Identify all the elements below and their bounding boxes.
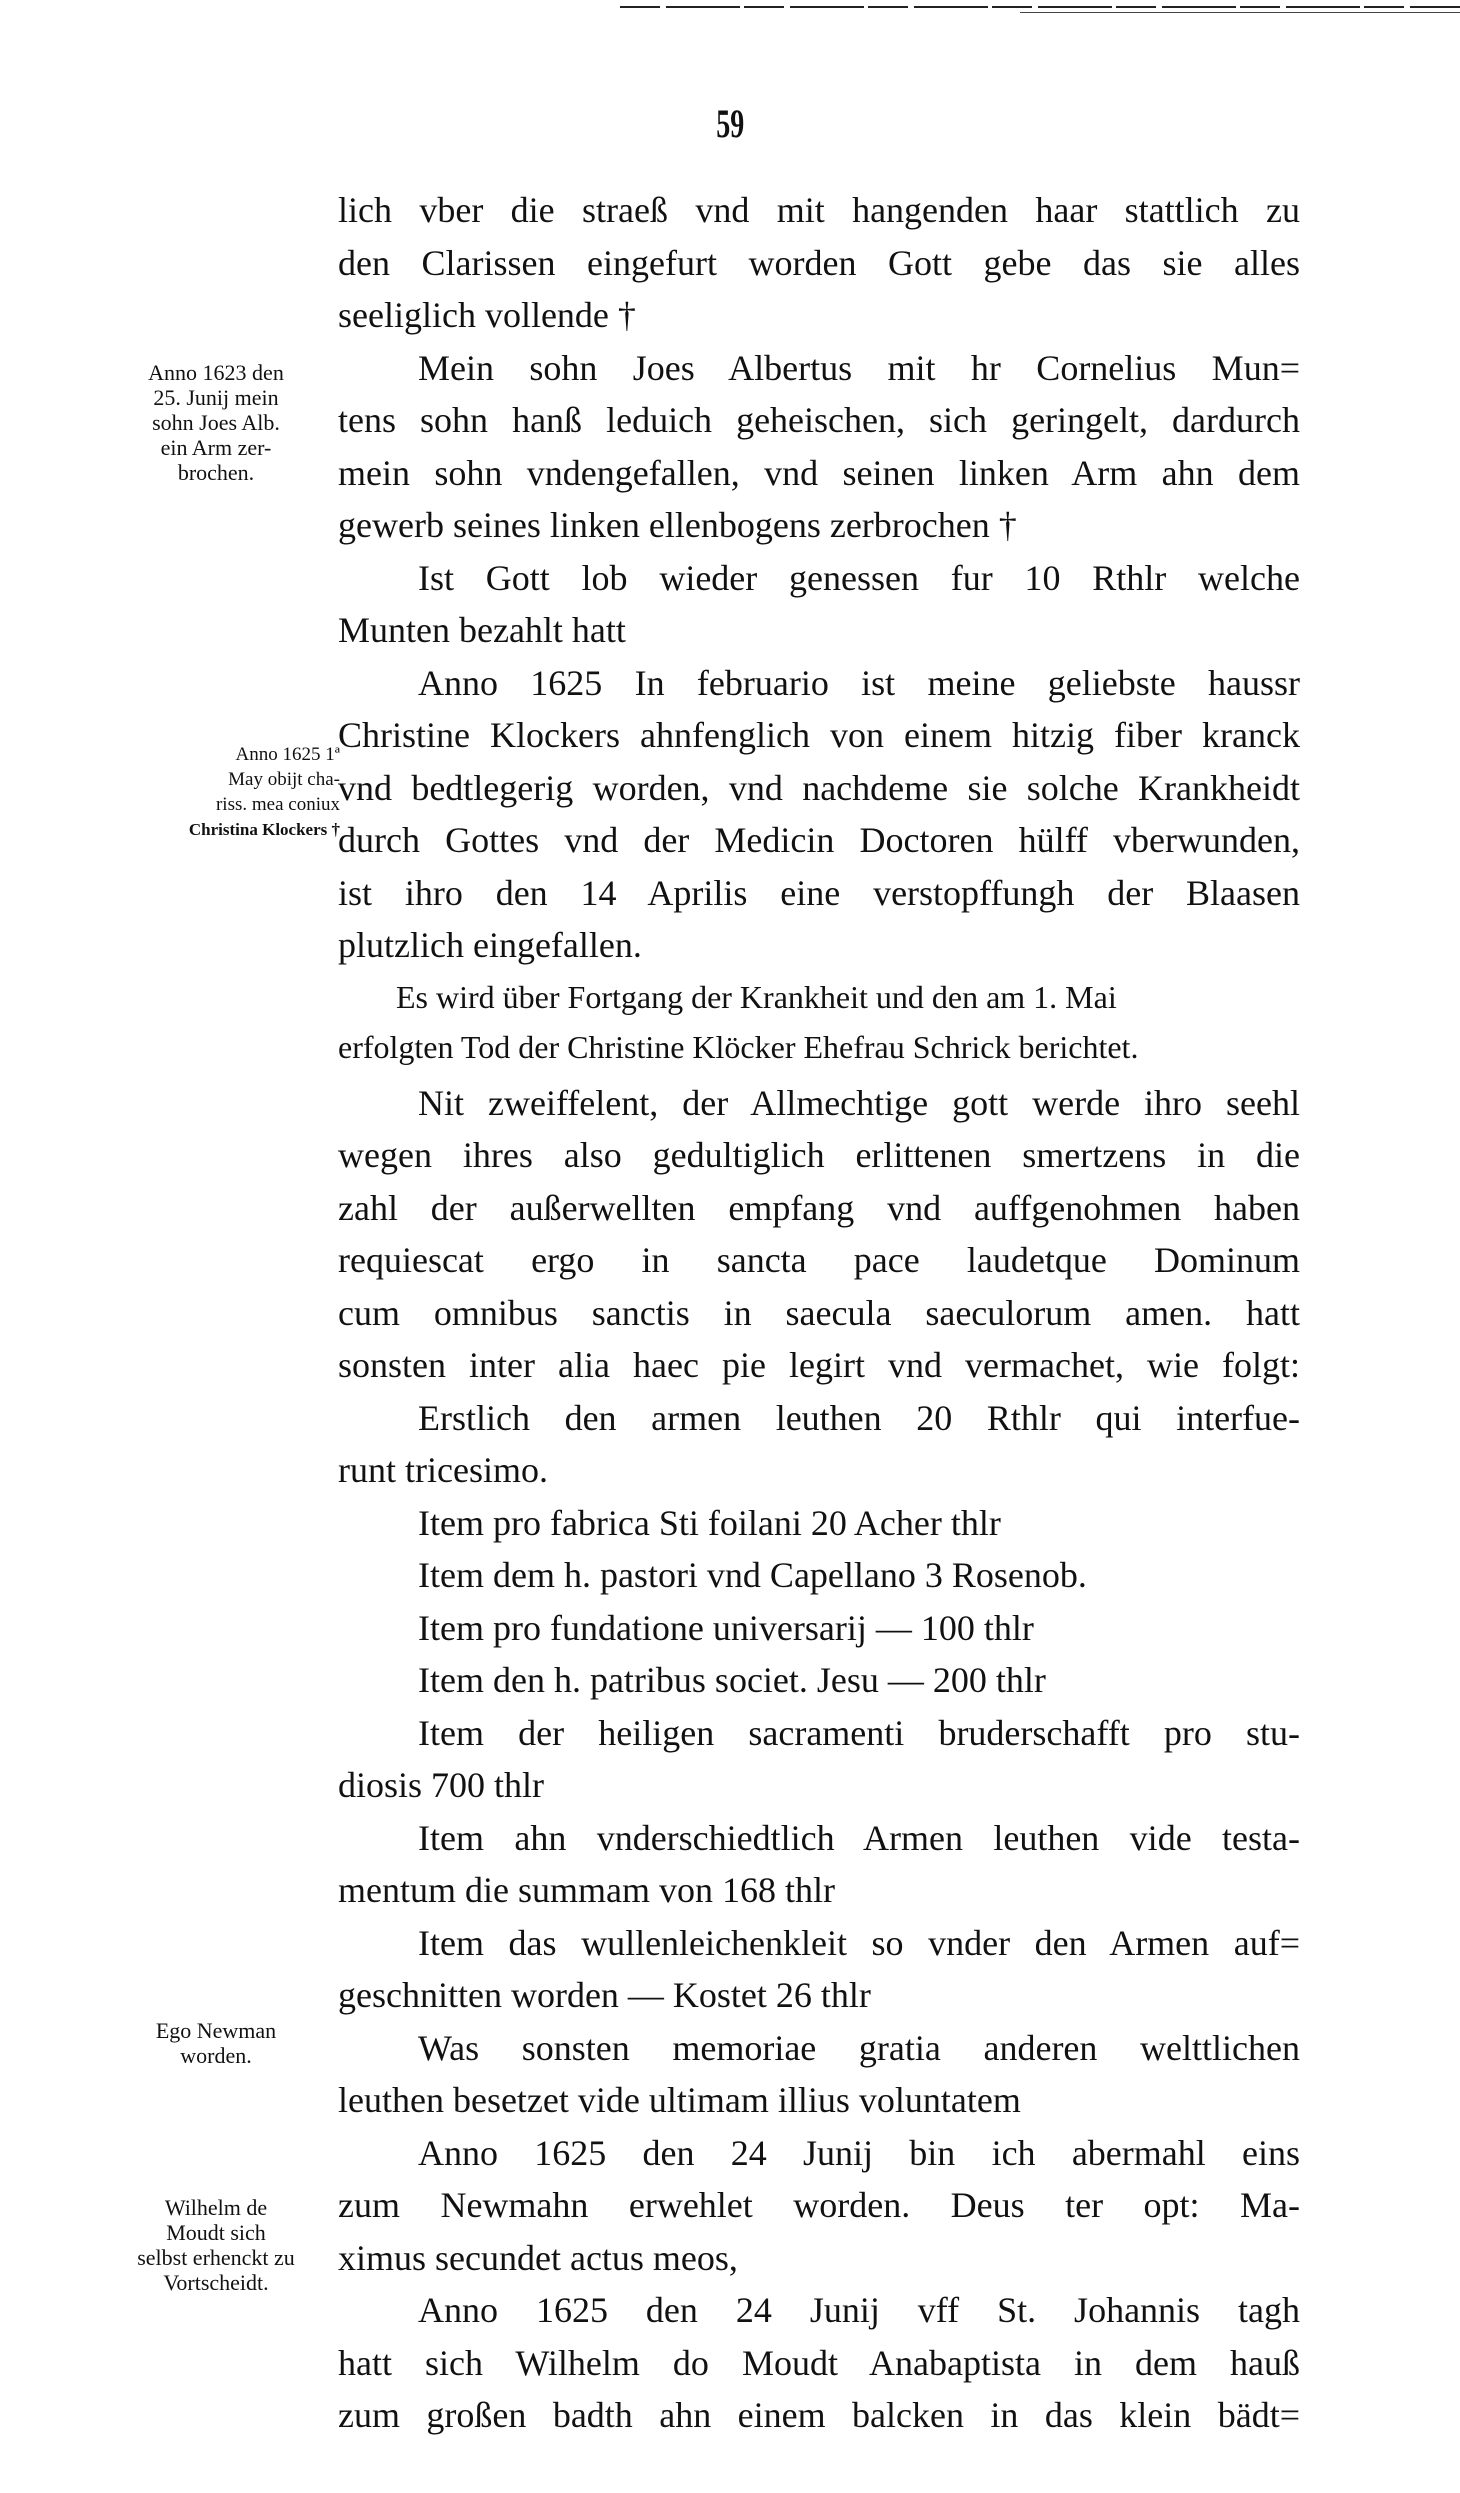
margin-note-1625-death: Anno 1625 1ª May obijt cha- riss. mea coniux Christina Klockers † [188, 744, 340, 839]
text-line: runt tricesimo. [338, 1450, 548, 1490]
text-line: Ist Gott lob wieder genessen fur 10 Rthlr welche [418, 558, 1300, 598]
scan-edge-line-2 [1020, 12, 1460, 13]
text-line: lich vber die straeß vnd mit hangenden haar stattlich zu [338, 190, 1300, 230]
text-line: Item dem h. pastori vnd Capellano 3 Rosenob. [418, 1555, 1087, 1595]
text-line: Item das wullenleichenkleit so vnder den Armen auf= [418, 1923, 1300, 1963]
text-line: vnd bedtlegerig worden, vnd nachdeme sie solche Krankheidt [338, 768, 1300, 808]
text-line: Item den h. patribus societ. Jesu — 200 thlr [418, 1660, 1046, 1700]
text-line: zum großen badth ahn einem balcken in das klein bädt= [338, 2395, 1300, 2435]
text-line: zum Newmahn erwehlet worden. Deus ter opt: Ma- [338, 2185, 1300, 2225]
text-line: wegen ihres also gedultiglich erlittenen smertzens in die [338, 1135, 1300, 1175]
text-line: diosis 700 thlr [338, 1765, 545, 1805]
text-line: seeliglich vollende † [338, 295, 636, 335]
text-line: Erstlich den armen leuthen 20 Rthlr qui interfue- [418, 1398, 1300, 1438]
text-line: plutzlich eingefallen. [338, 925, 642, 965]
text-line: cum omnibus sanctis in saecula saeculorum amen. hatt [338, 1293, 1300, 1333]
scan-edge-line [620, 6, 1460, 8]
text-line: requiescat ergo in sancta pace laudetque Dominum [338, 1240, 1300, 1280]
text-line: gewerb seines linken ellenbogens zerbrochen † [338, 505, 1017, 545]
text-line: Anno 1625 den 24 Junij bin ich abermahl eins [418, 2133, 1300, 2173]
text-line: den Clarissen eingefurt worden Gott gebe das sie alles [338, 243, 1300, 283]
text-line: Item pro fundatione universarij — 100 thlr [418, 1608, 1034, 1648]
text-line: leuthen besetzet vide ultimam illius voluntatem [338, 2080, 1021, 2120]
text-line: Anno 1625 den 24 Junij vff St. Johannis tagh [418, 2290, 1300, 2330]
text-line: Item ahn vnderschiedtlich Armen leuthen vide testa- [418, 1818, 1300, 1858]
margin-note-wilhelm: Wilhelm de Moudt sich selbst erhenckt zu Vortscheidt. [137, 2195, 295, 2295]
text-line: mentum die summam von 168 thlr [338, 1870, 835, 1910]
page-number: 59 [716, 101, 745, 146]
text-line: zahl der außerwellten empfang vnd auffgenohmen haben [338, 1188, 1300, 1228]
text-line: hatt sich Wilhelm do Moudt Anabaptista in dem hauß [338, 2343, 1300, 2383]
text-line: Item der heiligen sacramenti bruderschafft pro stu- [418, 1713, 1300, 1753]
text-line: ximus secundet actus meos, [338, 2238, 738, 2278]
editor-note-line: Es wird über Fortgang der Krankheit und den am 1. Mai [396, 979, 1117, 1015]
text-line: ist ihro den 14 Aprilis eine verstopffungh der Blaasen [338, 873, 1300, 913]
text-line: tens sohn hanß leduich geheischen, sich geringelt, dardurch [338, 400, 1300, 440]
text-line: mein sohn vndengefallen, vnd seinen linken Arm ahn dem [338, 453, 1300, 493]
margin-note-1623: Anno 1623 den 25. Junij mein sohn Joes Alb. ein Arm zer- brochen. [148, 360, 284, 485]
text-line: Nit zweiffelent, der Allmechtige gott werde ihro seehl [418, 1083, 1300, 1123]
margin-note-newman: Ego Newman worden. [155, 2018, 277, 2068]
text-line: Was sonsten memoriae gratia anderen welttlichen [418, 2028, 1300, 2068]
editor-note-line: erfolgten Tod der Christine Klöcker Ehefrau Schrick berichtet. [338, 1029, 1139, 1065]
text-line: Christine Klockers ahnfenglich von einem hitzig fiber kranck [338, 715, 1300, 755]
text-line: Mein sohn Joes Albertus mit hr Cornelius Mun= [418, 348, 1300, 388]
text-line: sonsten inter alia haec pie legirt vnd vermachet, wie folgt: [338, 1345, 1300, 1385]
text-line: geschnitten worden — Kostet 26 thlr [338, 1975, 871, 2015]
text-line: durch Gottes vnd der Medicin Doctoren hülff vberwunden, [338, 820, 1300, 860]
text-line: Item pro fabrica Sti foilani 20 Acher thlr [418, 1503, 1001, 1543]
text-line: Munten bezahlt hatt [338, 610, 626, 650]
text-line: Anno 1625 In februario ist meine geliebste haussr [418, 663, 1300, 703]
